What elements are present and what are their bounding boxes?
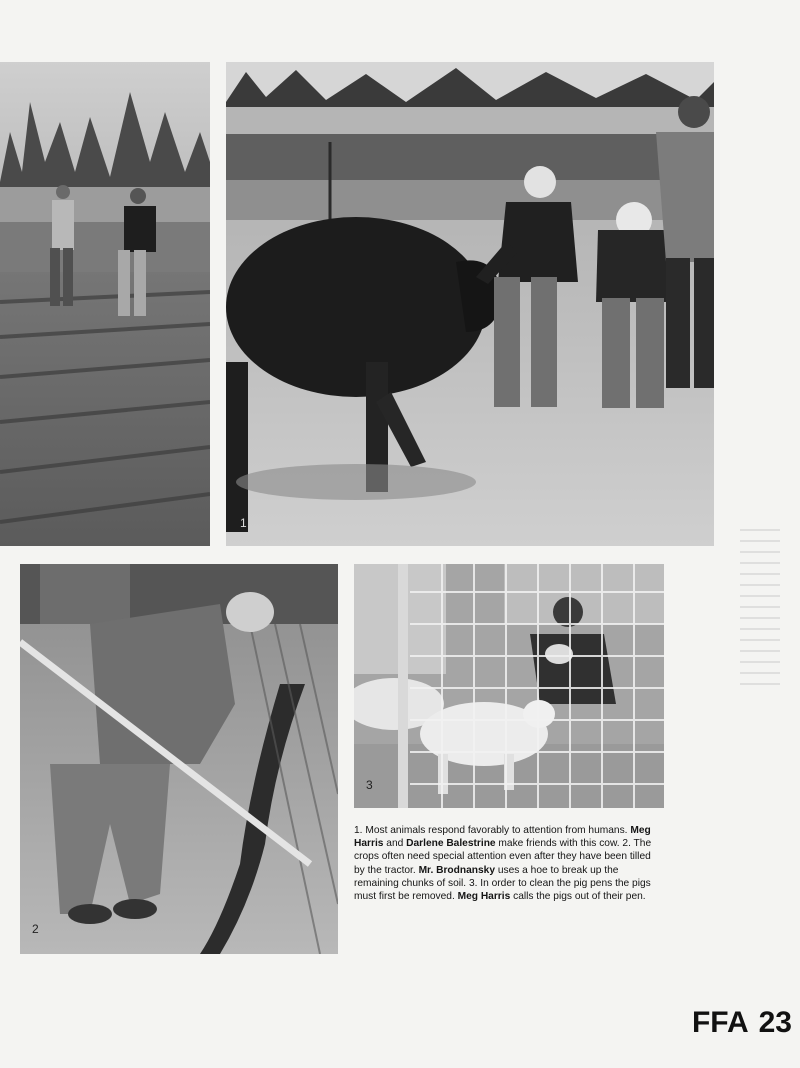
caption-name: Darlene Balestrine	[406, 838, 496, 850]
caption-name: Meg Harris	[457, 891, 511, 903]
bleed-through-texture	[740, 520, 780, 820]
caption-text: 1. Most animals respond favorably to attention from humans.	[354, 825, 631, 836]
caption-name: Mr. Brodnansky	[418, 864, 495, 876]
photo-number: 2	[32, 922, 39, 936]
photo-number: 3	[366, 778, 373, 792]
photo-number: 1	[240, 516, 247, 530]
page-folio	[692, 1006, 792, 1040]
folio-section: FFA	[691, 1006, 749, 1039]
photo-field-boys	[0, 62, 210, 546]
caption-text: and	[383, 838, 407, 850]
photo-man-with-hoe	[20, 564, 338, 954]
folio-page-number: 23	[758, 1006, 792, 1039]
caption-text: make friends with this cow. 2. The crops often need special attention even after they have been tilled by the tractor.	[354, 838, 652, 876]
caption-text: calls the pigs out of their pen.	[510, 891, 646, 903]
caption-name: Meg Harris	[354, 825, 651, 850]
caption-text: uses a hoe to break up the remaining chunks of soil. 3. In order to clean the pig pens the pigs must first be removed.	[354, 864, 651, 903]
photo-pig-pen	[354, 564, 664, 808]
photo-girls-with-cow	[226, 62, 714, 546]
photo-caption	[354, 824, 664, 903]
